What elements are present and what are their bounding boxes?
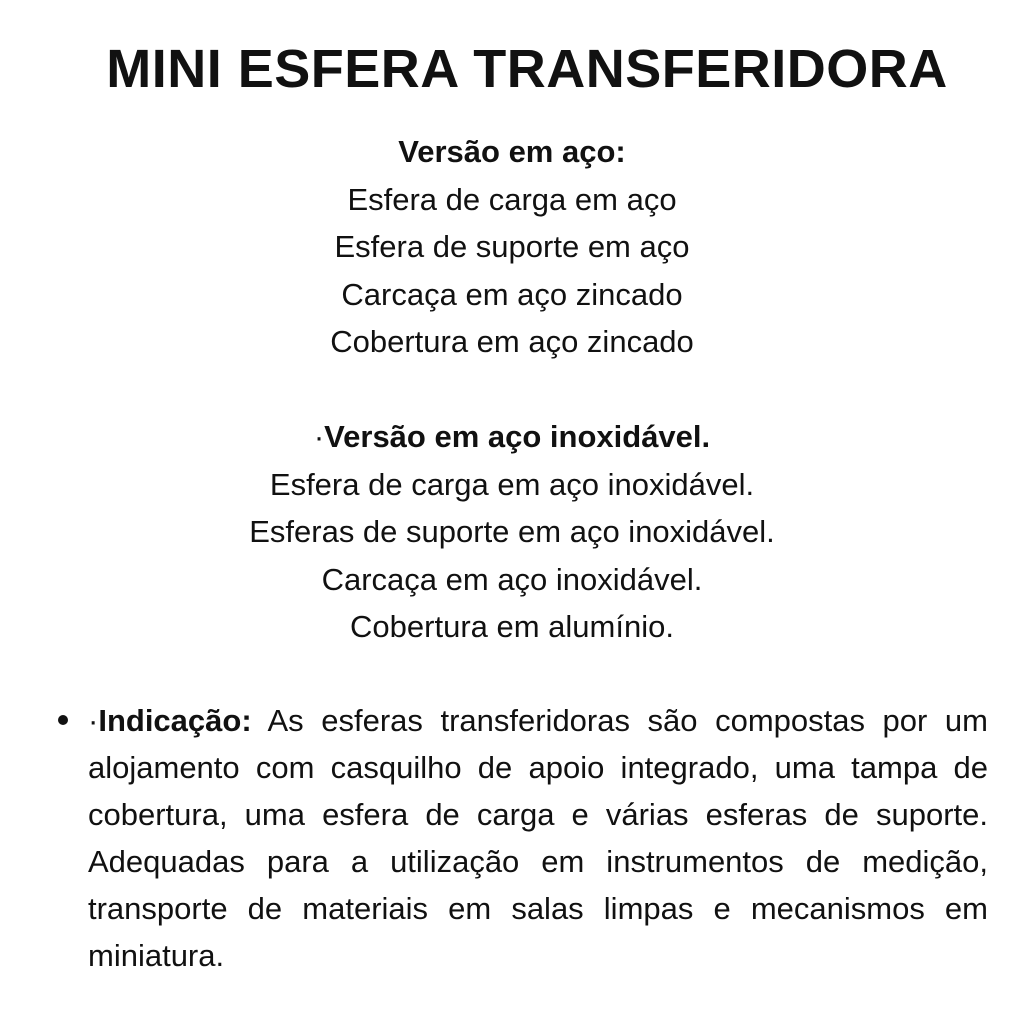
stainless-item-load-ball: Esfera de carga em aço inoxidável. xyxy=(269,466,755,502)
bullet-icon xyxy=(58,715,68,725)
stainless-version-section xyxy=(0,413,1024,651)
stainless-heading-text: Versão em aço inoxidável. xyxy=(324,419,711,454)
indication-prefix: · xyxy=(88,703,99,738)
indication-paragraph xyxy=(88,697,988,979)
steel-item-support-ball: Esfera de suporte em aço xyxy=(334,229,690,264)
steel-item-housing: Carcaça em aço zincado xyxy=(341,276,683,312)
stainless-item-housing: Carcaça em aço inoxidável. xyxy=(321,561,703,597)
indication-label: Indicação: xyxy=(98,703,252,738)
indication-text: As esferas transferidoras são compostas por um alojamento com casquilho de apoio integrado, uma tampa de cobertura, uma esfera de carga e várias esferas de suporte. Adequadas para a utilização em instrumentos de medição, transporte de materiais em salas limpas e mecanismos em miniatura. xyxy=(88,703,988,973)
stainless-version-heading xyxy=(0,413,1024,461)
stainless-heading-prefix: · xyxy=(313,419,325,454)
steel-version-heading: Versão em aço: xyxy=(398,134,626,169)
steel-version-section xyxy=(0,128,1024,366)
stainless-item-support-balls: Esferas de suporte em aço inoxidável. xyxy=(249,514,775,549)
steel-item-cover: Cobertura em aço zincado xyxy=(330,324,694,359)
steel-item-load-ball: Esfera de carga em aço xyxy=(347,181,677,217)
stainless-item-cover: Cobertura em alumínio. xyxy=(350,609,674,644)
page-title: MINI ESFERA TRANSFERIDORA xyxy=(106,39,948,99)
